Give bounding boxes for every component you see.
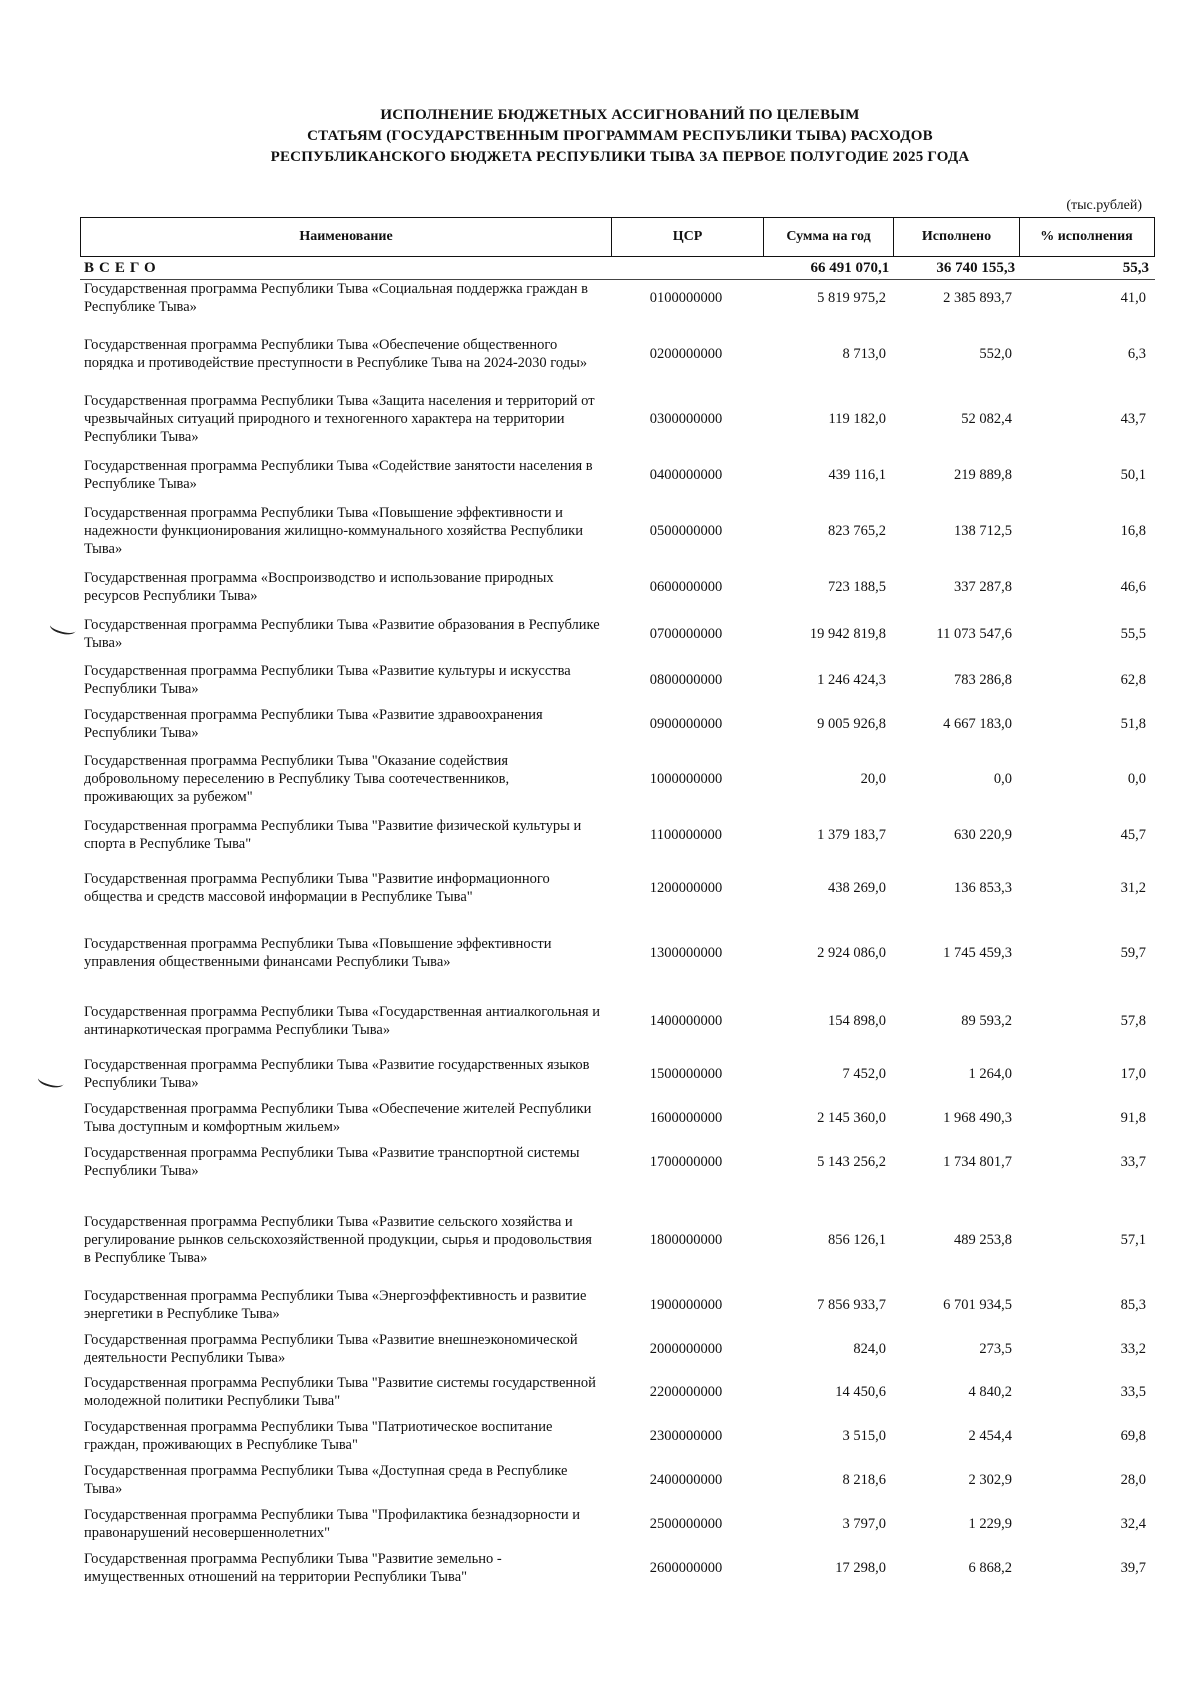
table-row bbox=[80, 857, 1155, 919]
header-pct: % исполнения bbox=[1019, 218, 1153, 256]
program-done: 2 454,4 bbox=[968, 1427, 1012, 1444]
program-csr: 1400000000 bbox=[649, 1012, 723, 1029]
program-pct: 57,1 bbox=[1120, 1231, 1146, 1248]
program-done: 2 385 893,7 bbox=[943, 289, 1012, 306]
program-pct: 33,5 bbox=[1120, 1383, 1146, 1400]
header-sum: Сумма на год bbox=[763, 218, 893, 256]
program-csr: 1100000000 bbox=[650, 826, 722, 843]
total-pct: 55,3 bbox=[1122, 259, 1149, 276]
table-row bbox=[80, 1200, 1155, 1280]
program-done: 1 745 459,3 bbox=[943, 944, 1012, 961]
program-sum: 14 450,6 bbox=[835, 1383, 886, 1400]
program-done: 273,5 bbox=[979, 1340, 1012, 1357]
program-name: Государственная программа Республики Тыва "Оказание содействия добровольному переселению в Республику Тыва соотечественников, проживающих за рубежом" bbox=[84, 753, 510, 805]
program-pct: 17,0 bbox=[1120, 1065, 1146, 1082]
program-pct: 6,3 bbox=[1127, 345, 1146, 362]
title-line-1: ИСПОЛНЕНИЕ БЮДЖЕТНЫХ АССИГНОВАНИЙ ПО ЦЕЛЕВЫМ bbox=[380, 107, 860, 123]
program-pct: 91,8 bbox=[1120, 1109, 1146, 1126]
unit-label: (тыс.рублей) bbox=[1066, 198, 1142, 213]
program-pct: 45,7 bbox=[1120, 826, 1146, 843]
table-row bbox=[80, 813, 1155, 857]
table-row bbox=[80, 1052, 1155, 1096]
program-pct: 39,7 bbox=[1120, 1559, 1146, 1576]
program-pct: 33,7 bbox=[1120, 1153, 1146, 1170]
program-sum: 1 379 183,7 bbox=[817, 826, 886, 843]
program-sum: 5 819 975,2 bbox=[817, 289, 886, 306]
program-name: Государственная программа Республики Тыва «Развитие сельского хозяйства и регулирование рынков сельскохозяйственной продукции, сырья и продовольствия в Республике Тыва» bbox=[84, 1214, 592, 1266]
program-done: 136 853,3 bbox=[954, 879, 1012, 896]
program-name: Государственная программа Республики Тыва «Развитие культуры и искусства Республики Тыва» bbox=[84, 663, 571, 697]
program-name: Государственная программа «Воспроизводство и использование природных ресурсов Республики Тыва» bbox=[84, 570, 554, 604]
program-name: Государственная программа Республики Тыва «Развитие здравоохранения Республики Тыва» bbox=[84, 707, 543, 741]
program-csr: 0600000000 bbox=[649, 578, 723, 595]
program-done: 1 968 490,3 bbox=[943, 1109, 1012, 1126]
program-pct: 32,4 bbox=[1120, 1515, 1146, 1532]
program-pct: 62,8 bbox=[1120, 671, 1146, 688]
program-name: Государственная программа Республики Тыва «Обеспечение общественного порядка и противодействие преступности в Республике Тыва на 2024-2030 годы» bbox=[84, 337, 588, 371]
table-row bbox=[80, 612, 1155, 656]
budget-table bbox=[80, 217, 1155, 1585]
program-csr: 2600000000 bbox=[649, 1559, 723, 1576]
program-pct: 0,0 bbox=[1127, 770, 1146, 787]
program-csr: 1800000000 bbox=[649, 1231, 723, 1248]
program-pct: 16,8 bbox=[1120, 522, 1146, 539]
program-csr: 2200000000 bbox=[649, 1383, 723, 1400]
pen-mark bbox=[49, 618, 77, 637]
program-csr: 0900000000 bbox=[649, 715, 723, 732]
table-row bbox=[80, 922, 1155, 984]
pen-mark bbox=[37, 1071, 65, 1090]
table-row bbox=[80, 388, 1155, 450]
table-row bbox=[80, 1414, 1155, 1458]
table-header bbox=[80, 217, 1155, 257]
table-row bbox=[80, 1327, 1155, 1371]
table-row bbox=[80, 748, 1155, 810]
program-sum: 823 765,2 bbox=[828, 522, 886, 539]
program-csr: 2400000000 bbox=[649, 1471, 723, 1488]
program-csr: 0700000000 bbox=[649, 625, 723, 642]
program-done: 337 287,8 bbox=[954, 578, 1012, 595]
program-sum: 119 182,0 bbox=[828, 410, 886, 427]
program-done: 4 840,2 bbox=[968, 1383, 1012, 1400]
program-sum: 723 188,5 bbox=[828, 578, 886, 595]
total-sum: 66 491 070,1 bbox=[810, 259, 890, 276]
program-pct: 31,2 bbox=[1120, 879, 1146, 896]
program-csr: 1600000000 bbox=[649, 1109, 723, 1126]
program-name: Государственная программа Республики Тыва «Повышение эффективности управления общественными финансами Республики Тыва» bbox=[84, 936, 552, 970]
program-done: 6 701 934,5 bbox=[943, 1296, 1012, 1313]
program-done: 11 073 547,6 bbox=[936, 625, 1012, 642]
program-name: Государственная программа Республики Тыва «Развитие образования в Республике Тыва» bbox=[84, 617, 600, 651]
program-sum: 5 143 256,2 bbox=[817, 1153, 886, 1170]
title-line-3: РЕСПУБЛИКАНСКОГО БЮДЖЕТА РЕСПУБЛИКИ ТЫВА ЗА ПЕРВОЕ ПОЛУГОДИЕ 2025 ГОДА bbox=[270, 149, 970, 165]
program-csr: 1000000000 bbox=[649, 770, 723, 787]
program-name: Государственная программа Республики Тыва «Повышение эффективности и надежности функционирования жилищно-коммунального хозяйства Республики Тыва» bbox=[84, 505, 583, 557]
program-name: Государственная программа Республики Тыва «Развитие внешнеэкономической деятельности Республики Тыва» bbox=[84, 1332, 578, 1366]
program-csr: 1500000000 bbox=[649, 1065, 723, 1082]
program-pct: 33,2 bbox=[1120, 1340, 1146, 1357]
program-sum: 19 942 819,8 bbox=[809, 625, 886, 642]
program-csr: 0100000000 bbox=[649, 289, 723, 306]
table-row bbox=[80, 1140, 1155, 1184]
program-csr: 1700000000 bbox=[649, 1153, 723, 1170]
program-sum: 439 116,1 bbox=[828, 466, 886, 483]
program-pct: 51,8 bbox=[1120, 715, 1146, 732]
program-name: Государственная программа Республики Тыва "Развитие физической культуры и спорта в Республике Тыва" bbox=[84, 818, 582, 852]
table-row bbox=[80, 992, 1155, 1050]
program-pct: 85,3 bbox=[1120, 1296, 1146, 1313]
program-name: Государственная программа Республики Тыва «Развитие транспортной системы Республики Тыва» bbox=[84, 1145, 580, 1179]
total-label: ВСЕГО bbox=[84, 259, 161, 276]
header-name: Наименование bbox=[299, 229, 393, 244]
program-sum: 20,0 bbox=[860, 770, 886, 787]
program-name: Государственная программа Республики Тыва «Государственная антиалкогольная и антинаркотическая программа Республики Тыва» bbox=[84, 1004, 600, 1038]
program-done: 52 082,4 bbox=[961, 410, 1012, 427]
program-sum: 154 898,0 bbox=[828, 1012, 886, 1029]
program-csr: 0300000000 bbox=[649, 410, 723, 427]
program-done: 630 220,9 bbox=[954, 826, 1012, 843]
program-pct: 43,7 bbox=[1120, 410, 1146, 427]
program-sum: 3 797,0 bbox=[842, 1515, 886, 1532]
program-name: Государственная программа Республики Тыва "Развитие земельно - имущественных отношений на территории Республики Тыва" bbox=[84, 1551, 502, 1585]
table-row bbox=[80, 323, 1155, 385]
program-sum: 7 452,0 bbox=[842, 1065, 886, 1082]
program-name: Государственная программа Республики Тыва «Энергоэффективность и развитие энергетики в Республике Тыва» bbox=[84, 1288, 587, 1322]
table-row bbox=[80, 565, 1155, 609]
program-pct: 55,5 bbox=[1120, 625, 1146, 642]
table-row bbox=[80, 1096, 1155, 1140]
program-done: 6 868,2 bbox=[968, 1559, 1012, 1576]
program-done: 219 889,8 bbox=[954, 466, 1012, 483]
program-name: Государственная программа Республики Тыва «Доступная среда в Республике Тыва» bbox=[84, 1463, 568, 1497]
program-pct: 28,0 bbox=[1120, 1471, 1146, 1488]
program-done: 489 253,8 bbox=[954, 1231, 1012, 1248]
program-sum: 3 515,0 bbox=[842, 1427, 886, 1444]
program-csr: 1900000000 bbox=[649, 1296, 723, 1313]
program-pct: 41,0 bbox=[1120, 289, 1146, 306]
table-row bbox=[80, 453, 1155, 497]
program-sum: 2 924 086,0 bbox=[817, 944, 886, 961]
table-row bbox=[80, 702, 1155, 746]
table-row bbox=[80, 1546, 1155, 1590]
header-csr: ЦСР bbox=[611, 218, 763, 256]
program-sum: 17 298,0 bbox=[835, 1559, 886, 1576]
program-done: 783 286,8 bbox=[954, 671, 1012, 688]
program-csr: 2500000000 bbox=[649, 1515, 723, 1532]
program-name: Государственная программа Республики Тыва «Социальная поддержка граждан в Республике Тыва» bbox=[84, 281, 588, 315]
program-csr: 1200000000 bbox=[649, 879, 723, 896]
document-title bbox=[80, 105, 1160, 168]
program-done: 138 712,5 bbox=[954, 522, 1012, 539]
program-sum: 856 126,1 bbox=[828, 1231, 886, 1248]
program-csr: 2300000000 bbox=[649, 1427, 723, 1444]
header-done: Исполнено bbox=[893, 218, 1019, 256]
program-sum: 438 269,0 bbox=[828, 879, 886, 896]
program-pct: 46,6 bbox=[1120, 578, 1146, 595]
program-csr: 2000000000 bbox=[649, 1340, 723, 1357]
total-done: 36 740 155,3 bbox=[936, 259, 1016, 276]
program-pct: 59,7 bbox=[1120, 944, 1146, 961]
program-sum: 7 856 933,7 bbox=[817, 1296, 886, 1313]
program-name: Государственная программа Республики Тыва «Защита населения и территорий от чрезвычайных ситуаций природного и техногенного характера на территории Республики Тыва» bbox=[84, 393, 595, 445]
program-sum: 9 005 926,8 bbox=[817, 715, 886, 732]
program-name: Государственная программа Республики Тыва "Патриотическое воспитание граждан, проживающих в Республике Тыва" bbox=[84, 1419, 553, 1453]
table-row bbox=[80, 1458, 1155, 1502]
program-sum: 824,0 bbox=[853, 1340, 886, 1357]
program-sum: 2 145 360,0 bbox=[817, 1109, 886, 1126]
program-done: 1 229,9 bbox=[968, 1515, 1012, 1532]
title-line-2: СТАТЬЯМ (ГОСУДАРСТВЕННЫМ ПРОГРАММАМ РЕСПУБЛИКИ ТЫВА) РАСХОДОВ bbox=[307, 128, 933, 144]
program-csr: 0200000000 bbox=[649, 345, 723, 362]
program-name: Государственная программа Республики Тыва "Профилактика безнадзорности и правонарушений несовершеннолетних" bbox=[84, 1507, 581, 1541]
program-name: Государственная программа Республики Тыва «Развитие государственных языков Республики Тыва» bbox=[84, 1057, 590, 1091]
program-csr: 1300000000 bbox=[649, 944, 723, 961]
program-done: 2 302,9 bbox=[968, 1471, 1012, 1488]
program-done: 1 734 801,7 bbox=[943, 1153, 1012, 1170]
program-name: Государственная программа Республики Тыва «Обеспечение жителей Республики Тыва доступным и комфортным жильем» bbox=[84, 1101, 592, 1135]
program-pct: 69,8 bbox=[1120, 1427, 1146, 1444]
program-done: 4 667 183,0 bbox=[943, 715, 1012, 732]
program-name: Государственная программа Республики Тыва "Развитие системы государственной молодежной политики Республики Тыва" bbox=[84, 1375, 596, 1409]
table-row bbox=[80, 1283, 1155, 1327]
program-name: Государственная программа Республики Тыва "Развитие информационного общества и средств массовой информации в Республике Тыва" bbox=[84, 871, 550, 905]
table-row bbox=[80, 500, 1155, 562]
program-done: 89 593,2 bbox=[961, 1012, 1012, 1029]
program-sum: 8 713,0 bbox=[842, 345, 886, 362]
program-pct: 57,8 bbox=[1120, 1012, 1146, 1029]
program-pct: 50,1 bbox=[1120, 466, 1146, 483]
program-csr: 0400000000 bbox=[649, 466, 723, 483]
program-done: 0,0 bbox=[993, 770, 1012, 787]
program-csr: 0800000000 bbox=[649, 671, 723, 688]
table-row bbox=[80, 1502, 1155, 1546]
program-csr: 0500000000 bbox=[649, 522, 723, 539]
table-row bbox=[80, 276, 1155, 320]
program-done: 552,0 bbox=[979, 345, 1012, 362]
program-sum: 1 246 424,3 bbox=[817, 671, 886, 688]
program-done: 1 264,0 bbox=[968, 1065, 1012, 1082]
program-name: Государственная программа Республики Тыва «Содействие занятости населения в Республике Тыва» bbox=[84, 458, 593, 492]
table-row bbox=[80, 658, 1155, 702]
table-row bbox=[80, 1370, 1155, 1414]
program-sum: 8 218,6 bbox=[842, 1471, 886, 1488]
